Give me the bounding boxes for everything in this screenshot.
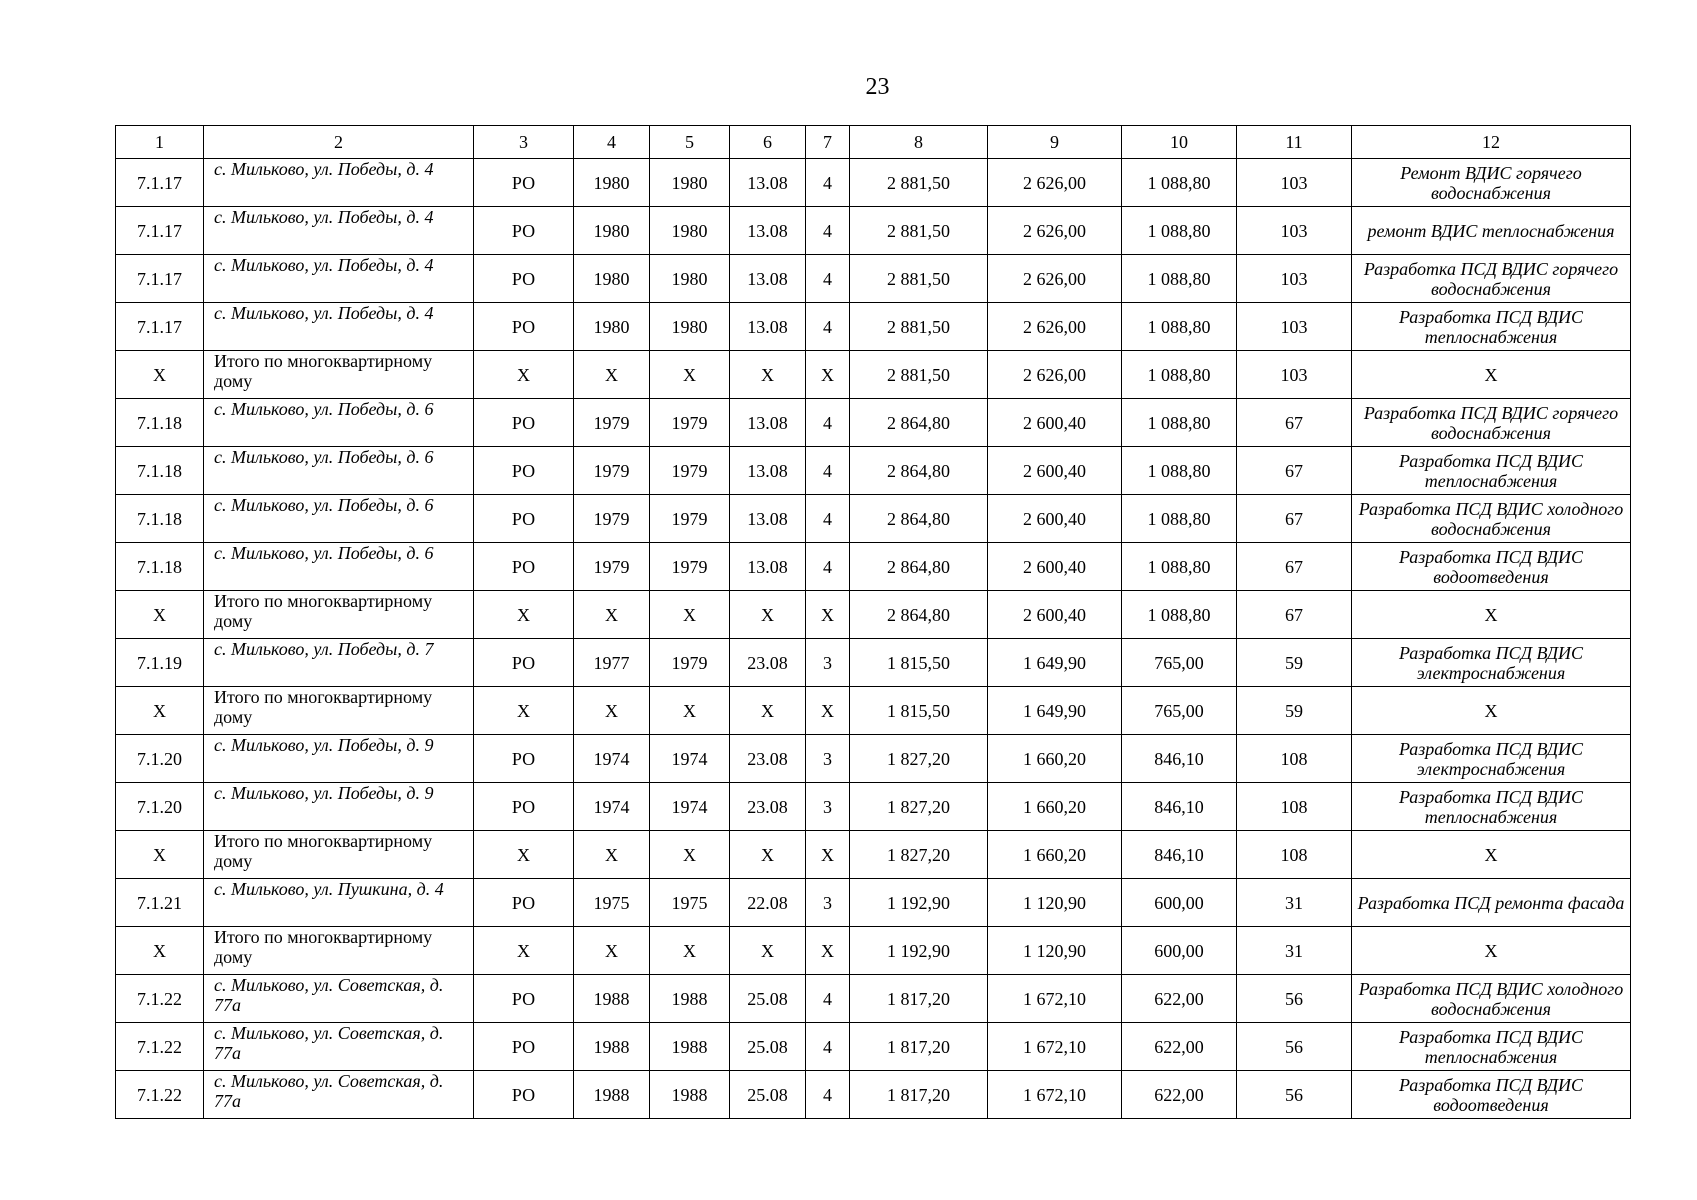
residents-cell: 108 bbox=[1237, 735, 1352, 783]
commission-year-cell: 1979 bbox=[650, 543, 730, 591]
wall-material-cell: 13.08 bbox=[730, 207, 806, 255]
living-area-cell: 2 626,00 bbox=[988, 207, 1122, 255]
owner-type-cell: Х bbox=[474, 591, 574, 639]
common-area-cell: 1 088,80 bbox=[1122, 303, 1237, 351]
column-header: 3 bbox=[474, 126, 574, 159]
wall-material-cell: 23.08 bbox=[730, 783, 806, 831]
floors-cell: Х bbox=[806, 831, 850, 879]
living-area-cell: 2 600,40 bbox=[988, 447, 1122, 495]
table-row bbox=[116, 639, 1631, 687]
owner-type-cell: РО bbox=[474, 639, 574, 687]
wall-material-cell: Х bbox=[730, 927, 806, 975]
floors-cell: Х bbox=[806, 927, 850, 975]
owner-type-cell: РО bbox=[474, 783, 574, 831]
column-header: 9 bbox=[988, 126, 1122, 159]
residents-cell: 108 bbox=[1237, 831, 1352, 879]
residents-cell: 31 bbox=[1237, 879, 1352, 927]
owner-type-cell: РО bbox=[474, 1071, 574, 1119]
work-type-cell: Разработка ПСД ВДИС водоотведения bbox=[1352, 543, 1631, 591]
wall-material-cell: 25.08 bbox=[730, 1023, 806, 1071]
row-number-cell: 7.1.22 bbox=[116, 1023, 204, 1071]
living-area-cell: 2 626,00 bbox=[988, 159, 1122, 207]
wall-material-cell: 13.08 bbox=[730, 543, 806, 591]
owner-type-cell: РО bbox=[474, 975, 574, 1023]
residents-cell: 67 bbox=[1237, 591, 1352, 639]
floors-cell: Х bbox=[806, 687, 850, 735]
address-cell: Итого по многоквартирному дому bbox=[204, 831, 474, 879]
residents-cell: 108 bbox=[1237, 783, 1352, 831]
floors-cell: 3 bbox=[806, 879, 850, 927]
column-header: 1 bbox=[116, 126, 204, 159]
table-header-row bbox=[116, 126, 1631, 159]
living-area-cell: 2 600,40 bbox=[988, 399, 1122, 447]
commission-year-cell: Х bbox=[650, 927, 730, 975]
common-area-cell: 1 088,80 bbox=[1122, 255, 1237, 303]
build-year-cell: 1988 bbox=[574, 1071, 650, 1119]
total-area-cell: 2 864,80 bbox=[850, 495, 988, 543]
total-area-cell: 1 192,90 bbox=[850, 879, 988, 927]
commission-year-cell: 1980 bbox=[650, 159, 730, 207]
build-year-cell: 1988 bbox=[574, 1023, 650, 1071]
commission-year-cell: 1979 bbox=[650, 399, 730, 447]
commission-year-cell: 1975 bbox=[650, 879, 730, 927]
common-area-cell: 1 088,80 bbox=[1122, 207, 1237, 255]
commission-year-cell: Х bbox=[650, 591, 730, 639]
build-year-cell: Х bbox=[574, 927, 650, 975]
address-cell: с. Мильково, ул. Победы, д. 7 bbox=[204, 639, 474, 687]
total-area-cell: 1 827,20 bbox=[850, 735, 988, 783]
living-area-cell: 1 660,20 bbox=[988, 735, 1122, 783]
row-number-cell: 7.1.22 bbox=[116, 1071, 204, 1119]
wall-material-cell: 13.08 bbox=[730, 303, 806, 351]
commission-year-cell: 1979 bbox=[650, 447, 730, 495]
row-number-cell: 7.1.19 bbox=[116, 639, 204, 687]
commission-year-cell: 1988 bbox=[650, 1071, 730, 1119]
total-area-cell: 1 815,50 bbox=[850, 639, 988, 687]
row-number-cell: 7.1.17 bbox=[116, 303, 204, 351]
residents-cell: 67 bbox=[1237, 495, 1352, 543]
build-year-cell: 1979 bbox=[574, 495, 650, 543]
address-cell: с. Мильково, ул. Победы, д. 4 bbox=[204, 255, 474, 303]
living-area-cell: 1 649,90 bbox=[988, 687, 1122, 735]
address-cell: Итого по многоквартирному дому bbox=[204, 927, 474, 975]
total-area-cell: 2 881,50 bbox=[850, 255, 988, 303]
residents-cell: 56 bbox=[1237, 1023, 1352, 1071]
residents-cell: 103 bbox=[1237, 303, 1352, 351]
wall-material-cell: 23.08 bbox=[730, 639, 806, 687]
address-cell: с. Мильково, ул. Пушкина, д. 4 bbox=[204, 879, 474, 927]
floors-cell: 4 bbox=[806, 447, 850, 495]
owner-type-cell: Х bbox=[474, 351, 574, 399]
work-type-cell: Разработка ПСД ВДИС теплоснабжения bbox=[1352, 783, 1631, 831]
build-year-cell: 1974 bbox=[574, 735, 650, 783]
commission-year-cell: Х bbox=[650, 351, 730, 399]
table-row bbox=[116, 879, 1631, 927]
residents-cell: 67 bbox=[1237, 399, 1352, 447]
table-row bbox=[116, 351, 1631, 399]
common-area-cell: 765,00 bbox=[1122, 639, 1237, 687]
owner-type-cell: РО bbox=[474, 255, 574, 303]
work-type-cell: Разработка ПСД ВДИС электроснабжения bbox=[1352, 735, 1631, 783]
column-header: 2 bbox=[204, 126, 474, 159]
common-area-cell: 1 088,80 bbox=[1122, 351, 1237, 399]
address-cell: с. Мильково, ул. Победы, д. 6 bbox=[204, 399, 474, 447]
build-year-cell: 1979 bbox=[574, 543, 650, 591]
row-number-cell: 7.1.18 bbox=[116, 447, 204, 495]
floors-cell: 4 bbox=[806, 543, 850, 591]
column-header: 12 bbox=[1352, 126, 1631, 159]
total-area-cell: 1 192,90 bbox=[850, 927, 988, 975]
work-type-cell: Разработка ПСД ВДИС водоотведения bbox=[1352, 1071, 1631, 1119]
residents-cell: 56 bbox=[1237, 1071, 1352, 1119]
table-row bbox=[116, 687, 1631, 735]
build-year-cell: 1988 bbox=[574, 975, 650, 1023]
address-cell: с. Мильково, ул. Победы, д. 9 bbox=[204, 735, 474, 783]
common-area-cell: 622,00 bbox=[1122, 975, 1237, 1023]
table-row bbox=[116, 831, 1631, 879]
owner-type-cell: РО bbox=[474, 543, 574, 591]
common-area-cell: 622,00 bbox=[1122, 1023, 1237, 1071]
column-header: 6 bbox=[730, 126, 806, 159]
work-type-cell: Х bbox=[1352, 591, 1631, 639]
commission-year-cell: 1979 bbox=[650, 639, 730, 687]
wall-material-cell: 25.08 bbox=[730, 1071, 806, 1119]
row-number-cell: Х bbox=[116, 591, 204, 639]
floors-cell: 4 bbox=[806, 255, 850, 303]
wall-material-cell: 13.08 bbox=[730, 399, 806, 447]
address-cell: с. Мильково, ул. Победы, д. 6 bbox=[204, 543, 474, 591]
housing-register-table bbox=[115, 125, 1631, 1119]
build-year-cell: Х bbox=[574, 831, 650, 879]
row-number-cell: 7.1.17 bbox=[116, 207, 204, 255]
residents-cell: 59 bbox=[1237, 687, 1352, 735]
floors-cell: 4 bbox=[806, 1071, 850, 1119]
commission-year-cell: 1980 bbox=[650, 207, 730, 255]
row-number-cell: 7.1.21 bbox=[116, 879, 204, 927]
residents-cell: 103 bbox=[1237, 207, 1352, 255]
column-header: 8 bbox=[850, 126, 988, 159]
table-body bbox=[116, 159, 1631, 1119]
column-header: 10 bbox=[1122, 126, 1237, 159]
floors-cell: 4 bbox=[806, 975, 850, 1023]
residents-cell: 56 bbox=[1237, 975, 1352, 1023]
column-header: 5 bbox=[650, 126, 730, 159]
work-type-cell: Х bbox=[1352, 351, 1631, 399]
wall-material-cell: Х bbox=[730, 831, 806, 879]
owner-type-cell: Х bbox=[474, 831, 574, 879]
table-row bbox=[116, 783, 1631, 831]
wall-material-cell: Х bbox=[730, 591, 806, 639]
owner-type-cell: РО bbox=[474, 303, 574, 351]
table-row bbox=[116, 159, 1631, 207]
row-number-cell: 7.1.18 bbox=[116, 543, 204, 591]
living-area-cell: 1 672,10 bbox=[988, 975, 1122, 1023]
owner-type-cell: Х bbox=[474, 927, 574, 975]
total-area-cell: 2 881,50 bbox=[850, 207, 988, 255]
build-year-cell: 1977 bbox=[574, 639, 650, 687]
address-cell: с. Мильково, ул. Победы, д. 4 bbox=[204, 207, 474, 255]
table-row bbox=[116, 399, 1631, 447]
living-area-cell: 1 660,20 bbox=[988, 831, 1122, 879]
table-row bbox=[116, 591, 1631, 639]
floors-cell: 4 bbox=[806, 1023, 850, 1071]
build-year-cell: Х bbox=[574, 591, 650, 639]
common-area-cell: 1 088,80 bbox=[1122, 399, 1237, 447]
total-area-cell: 2 864,80 bbox=[850, 399, 988, 447]
floors-cell: 3 bbox=[806, 783, 850, 831]
owner-type-cell: РО bbox=[474, 495, 574, 543]
living-area-cell: 1 660,20 bbox=[988, 783, 1122, 831]
residents-cell: 67 bbox=[1237, 447, 1352, 495]
floors-cell: 3 bbox=[806, 735, 850, 783]
row-number-cell: 7.1.18 bbox=[116, 399, 204, 447]
total-area-cell: 2 864,80 bbox=[850, 543, 988, 591]
total-area-cell: 1 817,20 bbox=[850, 1071, 988, 1119]
wall-material-cell: Х bbox=[730, 687, 806, 735]
table-row bbox=[116, 255, 1631, 303]
floors-cell: Х bbox=[806, 591, 850, 639]
work-type-cell: Разработка ПСД ремонта фасада bbox=[1352, 879, 1631, 927]
build-year-cell: 1975 bbox=[574, 879, 650, 927]
address-cell: Итого по многоквартирному дому bbox=[204, 687, 474, 735]
residents-cell: 103 bbox=[1237, 351, 1352, 399]
total-area-cell: 1 817,20 bbox=[850, 1023, 988, 1071]
table-row bbox=[116, 1023, 1631, 1071]
floors-cell: 4 bbox=[806, 399, 850, 447]
total-area-cell: 2 881,50 bbox=[850, 159, 988, 207]
commission-year-cell: 1979 bbox=[650, 495, 730, 543]
build-year-cell: 1980 bbox=[574, 303, 650, 351]
living-area-cell: 2 600,40 bbox=[988, 591, 1122, 639]
common-area-cell: 846,10 bbox=[1122, 783, 1237, 831]
build-year-cell: 1974 bbox=[574, 783, 650, 831]
commission-year-cell: 1980 bbox=[650, 303, 730, 351]
common-area-cell: 1 088,80 bbox=[1122, 159, 1237, 207]
table-row bbox=[116, 735, 1631, 783]
address-cell: с. Мильково, ул. Победы, д. 4 bbox=[204, 303, 474, 351]
build-year-cell: 1980 bbox=[574, 207, 650, 255]
build-year-cell: Х bbox=[574, 687, 650, 735]
living-area-cell: 1 672,10 bbox=[988, 1071, 1122, 1119]
residents-cell: 103 bbox=[1237, 255, 1352, 303]
common-area-cell: 1 088,80 bbox=[1122, 543, 1237, 591]
living-area-cell: 1 120,90 bbox=[988, 879, 1122, 927]
owner-type-cell: РО bbox=[474, 879, 574, 927]
living-area-cell: 2 626,00 bbox=[988, 351, 1122, 399]
table-row bbox=[116, 495, 1631, 543]
work-type-cell: Разработка ПСД ВДИС горячего водоснабжения bbox=[1352, 399, 1631, 447]
work-type-cell: Ремонт ВДИС горячего водоснабжения bbox=[1352, 159, 1631, 207]
owner-type-cell: РО bbox=[474, 159, 574, 207]
address-cell: с. Мильково, ул. Победы, д. 6 bbox=[204, 495, 474, 543]
row-number-cell: Х bbox=[116, 687, 204, 735]
owner-type-cell: Х bbox=[474, 687, 574, 735]
common-area-cell: 600,00 bbox=[1122, 927, 1237, 975]
total-area-cell: 2 864,80 bbox=[850, 447, 988, 495]
address-cell: с. Мильково, ул. Советская, д. 77а bbox=[204, 975, 474, 1023]
total-area-cell: 1 827,20 bbox=[850, 783, 988, 831]
wall-material-cell: 13.08 bbox=[730, 255, 806, 303]
living-area-cell: 2 600,40 bbox=[988, 495, 1122, 543]
total-area-cell: 1 827,20 bbox=[850, 831, 988, 879]
living-area-cell: 1 120,90 bbox=[988, 927, 1122, 975]
work-type-cell: Х bbox=[1352, 927, 1631, 975]
column-header: 4 bbox=[574, 126, 650, 159]
residents-cell: 103 bbox=[1237, 159, 1352, 207]
common-area-cell: 846,10 bbox=[1122, 831, 1237, 879]
work-type-cell: Разработка ПСД ВДИС теплоснабжения bbox=[1352, 1023, 1631, 1071]
common-area-cell: 1 088,80 bbox=[1122, 495, 1237, 543]
row-number-cell: 7.1.17 bbox=[116, 255, 204, 303]
wall-material-cell: 13.08 bbox=[730, 495, 806, 543]
owner-type-cell: РО bbox=[474, 735, 574, 783]
total-area-cell: 2 881,50 bbox=[850, 303, 988, 351]
residents-cell: 59 bbox=[1237, 639, 1352, 687]
common-area-cell: 765,00 bbox=[1122, 687, 1237, 735]
commission-year-cell: 1980 bbox=[650, 255, 730, 303]
common-area-cell: 1 088,80 bbox=[1122, 447, 1237, 495]
address-cell: с. Мильково, ул. Победы, д. 9 bbox=[204, 783, 474, 831]
owner-type-cell: РО bbox=[474, 399, 574, 447]
living-area-cell: 1 649,90 bbox=[988, 639, 1122, 687]
common-area-cell: 846,10 bbox=[1122, 735, 1237, 783]
table-row bbox=[116, 1071, 1631, 1119]
commission-year-cell: 1974 bbox=[650, 735, 730, 783]
row-number-cell: 7.1.17 bbox=[116, 159, 204, 207]
build-year-cell: 1979 bbox=[574, 399, 650, 447]
living-area-cell: 2 626,00 bbox=[988, 303, 1122, 351]
wall-material-cell: 22.08 bbox=[730, 879, 806, 927]
work-type-cell: ремонт ВДИС теплоснабжения bbox=[1352, 207, 1631, 255]
address-cell: Итого по многоквартирному дому bbox=[204, 351, 474, 399]
living-area-cell: 2 600,40 bbox=[988, 543, 1122, 591]
commission-year-cell: 1988 bbox=[650, 1023, 730, 1071]
commission-year-cell: Х bbox=[650, 687, 730, 735]
work-type-cell: Х bbox=[1352, 687, 1631, 735]
owner-type-cell: РО bbox=[474, 207, 574, 255]
address-cell: с. Мильково, ул. Победы, д. 4 bbox=[204, 159, 474, 207]
floors-cell: Х bbox=[806, 351, 850, 399]
common-area-cell: 622,00 bbox=[1122, 1071, 1237, 1119]
residents-cell: 67 bbox=[1237, 543, 1352, 591]
living-area-cell: 2 626,00 bbox=[988, 255, 1122, 303]
work-type-cell: Разработка ПСД ВДИС теплоснабжения bbox=[1352, 447, 1631, 495]
row-number-cell: 7.1.22 bbox=[116, 975, 204, 1023]
commission-year-cell: 1974 bbox=[650, 783, 730, 831]
page-number: 23 bbox=[865, 74, 890, 100]
build-year-cell: 1980 bbox=[574, 159, 650, 207]
table-row bbox=[116, 303, 1631, 351]
floors-cell: 4 bbox=[806, 207, 850, 255]
work-type-cell: Разработка ПСД ВДИС горячего водоснабжения bbox=[1352, 255, 1631, 303]
floors-cell: 4 bbox=[806, 303, 850, 351]
table-row bbox=[116, 975, 1631, 1023]
wall-material-cell: 13.08 bbox=[730, 447, 806, 495]
commission-year-cell: 1988 bbox=[650, 975, 730, 1023]
owner-type-cell: РО bbox=[474, 1023, 574, 1071]
build-year-cell: 1979 bbox=[574, 447, 650, 495]
work-type-cell: Разработка ПСД ВДИС холодного водоснабжения bbox=[1352, 975, 1631, 1023]
wall-material-cell: Х bbox=[730, 351, 806, 399]
table-row bbox=[116, 207, 1631, 255]
total-area-cell: 2 881,50 bbox=[850, 351, 988, 399]
total-area-cell: 1 815,50 bbox=[850, 687, 988, 735]
row-number-cell: 7.1.18 bbox=[116, 495, 204, 543]
owner-type-cell: РО bbox=[474, 447, 574, 495]
floors-cell: 4 bbox=[806, 159, 850, 207]
work-type-cell: Х bbox=[1352, 831, 1631, 879]
common-area-cell: 1 088,80 bbox=[1122, 591, 1237, 639]
build-year-cell: 1980 bbox=[574, 255, 650, 303]
column-header: 11 bbox=[1237, 126, 1352, 159]
table-row bbox=[116, 447, 1631, 495]
build-year-cell: Х bbox=[574, 351, 650, 399]
row-number-cell: Х bbox=[116, 351, 204, 399]
column-header: 7 bbox=[806, 126, 850, 159]
address-cell: Итого по многоквартирному дому bbox=[204, 591, 474, 639]
address-cell: с. Мильково, ул. Советская, д. 77а bbox=[204, 1071, 474, 1119]
row-number-cell: Х bbox=[116, 927, 204, 975]
table-row bbox=[116, 543, 1631, 591]
floors-cell: 4 bbox=[806, 495, 850, 543]
living-area-cell: 1 672,10 bbox=[988, 1023, 1122, 1071]
wall-material-cell: 13.08 bbox=[730, 159, 806, 207]
wall-material-cell: 25.08 bbox=[730, 975, 806, 1023]
common-area-cell: 600,00 bbox=[1122, 879, 1237, 927]
work-type-cell: Разработка ПСД ВДИС электроснабжения bbox=[1352, 639, 1631, 687]
work-type-cell: Разработка ПСД ВДИС теплоснабжения bbox=[1352, 303, 1631, 351]
row-number-cell: 7.1.20 bbox=[116, 783, 204, 831]
residents-cell: 31 bbox=[1237, 927, 1352, 975]
commission-year-cell: Х bbox=[650, 831, 730, 879]
row-number-cell: Х bbox=[116, 831, 204, 879]
work-type-cell: Разработка ПСД ВДИС холодного водоснабжения bbox=[1352, 495, 1631, 543]
floors-cell: 3 bbox=[806, 639, 850, 687]
address-cell: с. Мильково, ул. Советская, д. 77а bbox=[204, 1023, 474, 1071]
wall-material-cell: 23.08 bbox=[730, 735, 806, 783]
total-area-cell: 1 817,20 bbox=[850, 975, 988, 1023]
address-cell: с. Мильково, ул. Победы, д. 6 bbox=[204, 447, 474, 495]
table-row bbox=[116, 927, 1631, 975]
total-area-cell: 2 864,80 bbox=[850, 591, 988, 639]
row-number-cell: 7.1.20 bbox=[116, 735, 204, 783]
